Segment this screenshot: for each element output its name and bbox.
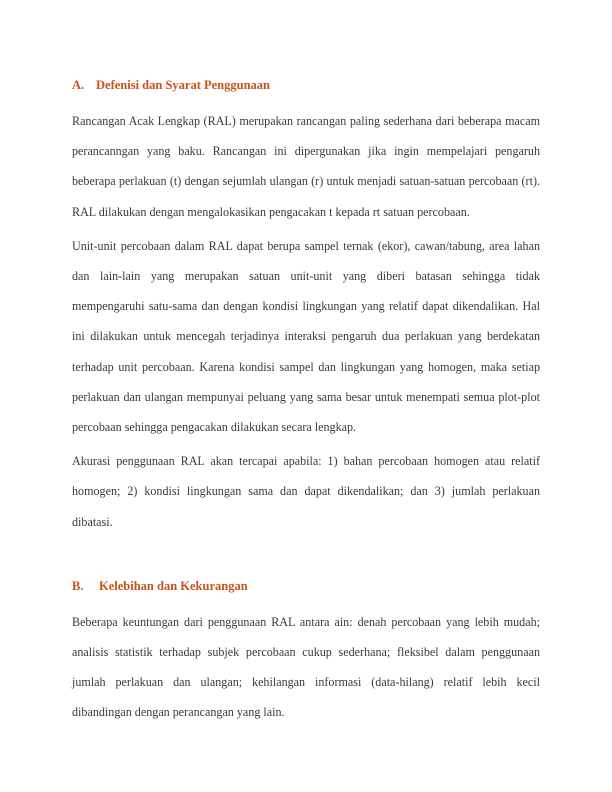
section-title: Kelebihan dan Kekurangan bbox=[99, 578, 248, 593]
paragraph: Unit-unit percobaan dalam RAL dapat berupa sampel ternak (ekor), cawan/tabung, area lahan dan lain-lain yang merupakan satuan unit-unit yang diberi batasan sehingga tidak mempengaruhi satu-sama dan dengan kondisi lingkungan yang relatif dapat dikendalikan. Hal ini dilakukan untuk mencegah terjadinya interaksi pengaruh dua perlakuan yang berdekatan terhadap unit percobaan. Karena kondisi sampel dan lingkungan yang homogen, maka setiap perlakuan dan ulangan mempunyai peluang yang sama besar untuk menempati semua plot-plot percobaan sehingga pengacakan dilakukan secara lengkap. bbox=[72, 238, 540, 435]
paragraph: Akurasi penggunaan RAL akan tercapai apabila: 1) bahan percobaan homogen atau relatif homogen; 2) kondisi lingkungan sama dan dapat dikendalikan; dan 3) jumlah perlakuan dibatasi. bbox=[72, 454, 540, 529]
section-a bbox=[72, 76, 540, 537]
section-letter: A. bbox=[72, 78, 85, 92]
paragraph: Beberapa keuntungan dari penggunaan RAL antara ain: denah percobaan yang lebih mudah; analisis statistik terhadap subjek percobaan cukup sederhana; fleksibel dalam penggunaan jumlah perlakuan dan ulangan; kehilangan informasi (data-hilang) relatif lebih kecil dibandingan dengan perancangan yang lain. bbox=[72, 614, 540, 720]
section-heading bbox=[72, 577, 540, 595]
section-b bbox=[72, 577, 540, 728]
section-letter: B. bbox=[72, 578, 84, 593]
document-content bbox=[72, 76, 540, 728]
section-title: Defenisi dan Syarat Penggunaan bbox=[96, 78, 270, 92]
paragraph: Rancangan Acak Lengkap (RAL) merupakan rancangan paling sederhana dari beberapa macam perancanngan yang baku. Rancangan ini dipergunakan jika ingin mempelajari pengaruh beberapa perlakuan (t) dengan sejumlah ulangan (r) untuk menjadi satuan-satuan percobaan (rt). RAL dilakukan dengan mengalokasikan pengacakan t kepada rt satuan percobaan. bbox=[72, 114, 540, 219]
section-heading bbox=[72, 76, 540, 94]
